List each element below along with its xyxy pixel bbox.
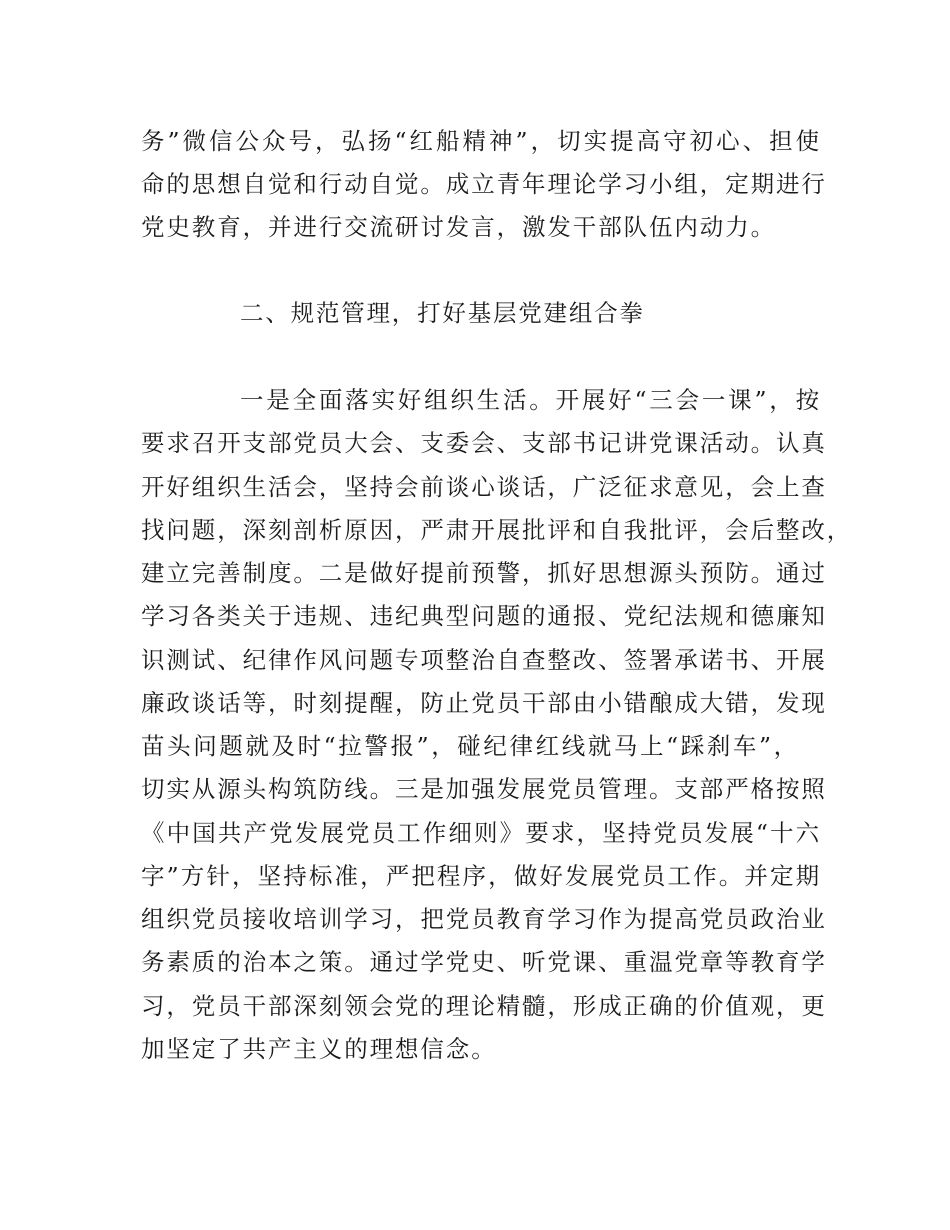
paragraph1-line-1: 务”微信公众号，弘扬“红船精神”，切实提高守初心、担使 [141, 127, 821, 155]
paragraph2-line-12: 字”方针，坚持标准，严把程序，做好发展党员工作。并定期 [141, 862, 821, 890]
paragraph2-line-6: 学习各类关于违规、违纪典型问题的通报、党纪法规和德廉知 [141, 602, 827, 630]
paragraph2-line-9: 苗头问题就及时“拉警报”，碰纪律红线就马上“踩刹车”， [141, 732, 799, 760]
paragraph2-line-13: 组织党员接收培训学习，把党员教育学习作为提高党员政治业 [141, 905, 827, 933]
paragraph2-line-1: 一是全面落实好组织生活。开展好“三会一课”，按 [240, 386, 821, 414]
paragraph1-line-3: 党史教育，并进行交流研讨发言，激发干部队伍内动力。 [141, 213, 776, 241]
paragraph2-line-7: 识测试、纪律作风问题专项整治自查整改、签署承诺书、开展 [141, 646, 827, 674]
paragraph2-line-11: 《中国共产党发展党员工作细则》要求，坚持党员发展“十六 [141, 819, 821, 847]
paragraph2-line-16: 加坚定了共产主义的理想信念。 [141, 1035, 497, 1063]
section-heading: 二、规范管理，打好基层党建组合拳 [240, 299, 645, 327]
paragraph2-line-10: 切实从源头构筑防线。三是加强发展党员管理。支部严格按照 [141, 775, 827, 803]
paragraph2-line-3: 开好组织生活会，坚持会前谈心谈话，广泛征求意见，会上查 [141, 473, 827, 501]
paragraph2-line-5: 建立完善制度。二是做好提前预警，抓好思想源头预防。通过 [141, 559, 827, 587]
paragraph1-line-2: 命的思想自觉和行动自觉。成立青年理论学习小组，定期进行 [141, 170, 827, 198]
paragraph2-line-8: 廉政谈话等，时刻提醒，防止党员干部由小错酿成大错，发现 [141, 689, 827, 717]
paragraph2-line-4: 找问题，深刻剖析原因，严肃开展批评和自我批评，会后整改， [141, 516, 853, 544]
paragraph2-line-14: 务素质的治本之策。通过学党史、听党课、重温党章等教育学 [141, 948, 827, 976]
paragraph2-line-2: 要求召开支部党员大会、支委会、支部书记讲党课活动。认真 [141, 429, 827, 457]
paragraph2-line-15: 习，党员干部深刻领会党的理论精髓，形成正确的价值观，更 [141, 992, 827, 1020]
